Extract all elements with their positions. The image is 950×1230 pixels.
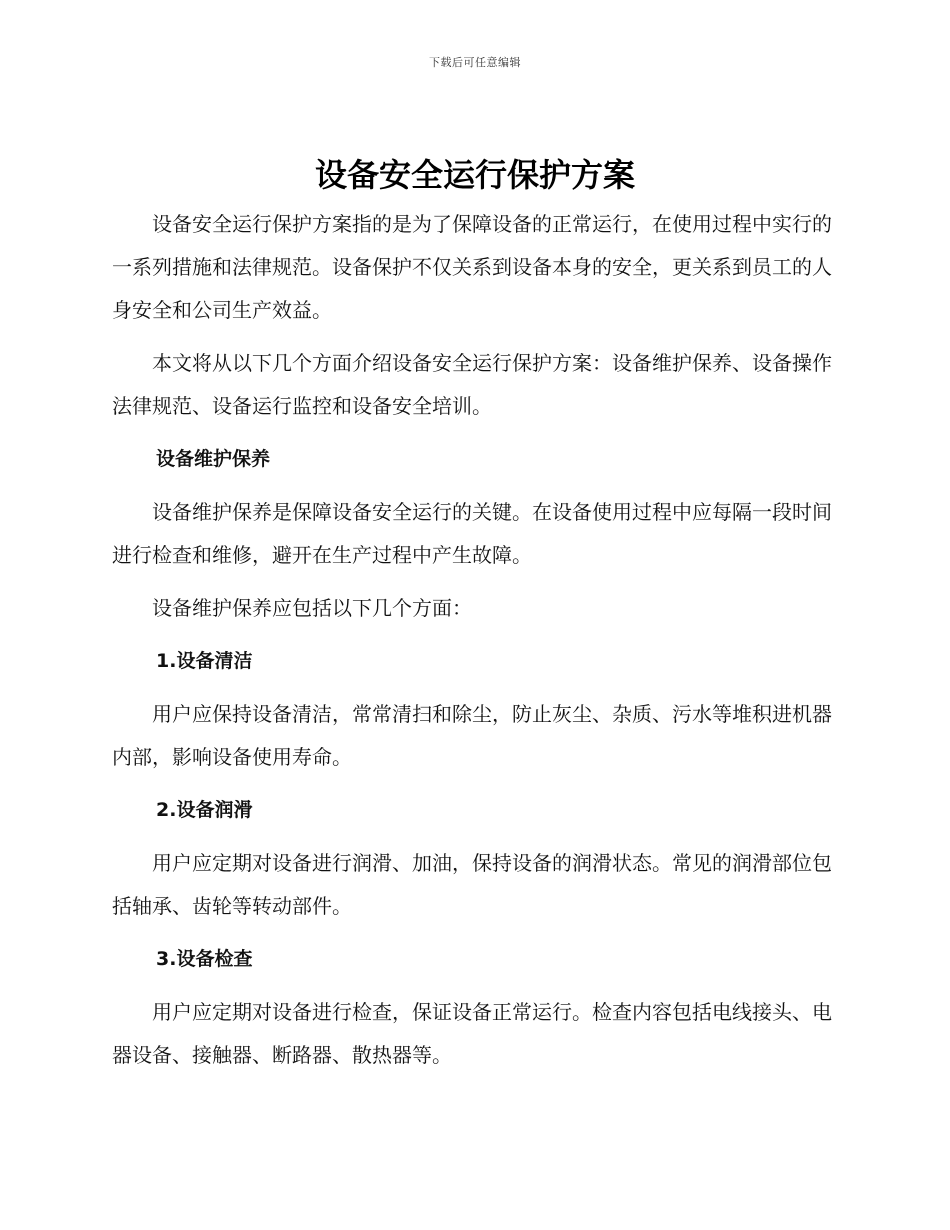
paragraph-intro: 设备安全运行保护方案指的是为了保障设备的正常运行，在使用过程中实行的一系列措施和法律规范。设备保护不仅关系到设备本身的安全，更关系到员工的人身安全和公司生产效益。 xyxy=(112,212,832,322)
document-body xyxy=(112,203,832,1077)
subheading-lubrication: 2.设备润滑 xyxy=(156,799,253,821)
subheading-inspection: 3.设备检查 xyxy=(156,948,253,970)
document-title: 设备安全运行保护方案 xyxy=(314,156,635,194)
paragraph-cleaning: 用户应保持设备清洁，常常清扫和除尘，防止灰尘、杂质、污水等堆积进机器内部，影响设备使用寿命。 xyxy=(112,702,832,769)
paragraph-maintenance: 设备维护保养是保障设备安全运行的关键。在设备使用过程中应每隔一段时间进行检查和维修，避开在生产过程中产生故障。 xyxy=(112,500,832,567)
subheading-cleaning: 1.设备清洁 xyxy=(156,650,253,672)
page-header: 下载后可任意编辑 xyxy=(429,56,521,69)
paragraph-inspection: 用户应定期对设备进行检查，保证设备正常运行。检查内容包括电线接头、电器设备、接触器、断路器、散热器等。 xyxy=(112,1000,832,1067)
paragraph-overview: 本文将从以下几个方面介绍设备安全运行保护方案：设备维护保养、设备操作法律规范、设备运行监控和设备安全培训。 xyxy=(112,351,832,418)
section-heading-maintenance: 设备维护保养 xyxy=(156,448,271,470)
paragraph-maintenance-aspects: 设备维护保养应包括以下几个方面： xyxy=(152,596,472,620)
paragraph-lubrication: 用户应定期对设备进行润滑、加油，保持设备的润滑状态。常见的润滑部位包括轴承、齿轮等转动部件。 xyxy=(112,851,832,918)
